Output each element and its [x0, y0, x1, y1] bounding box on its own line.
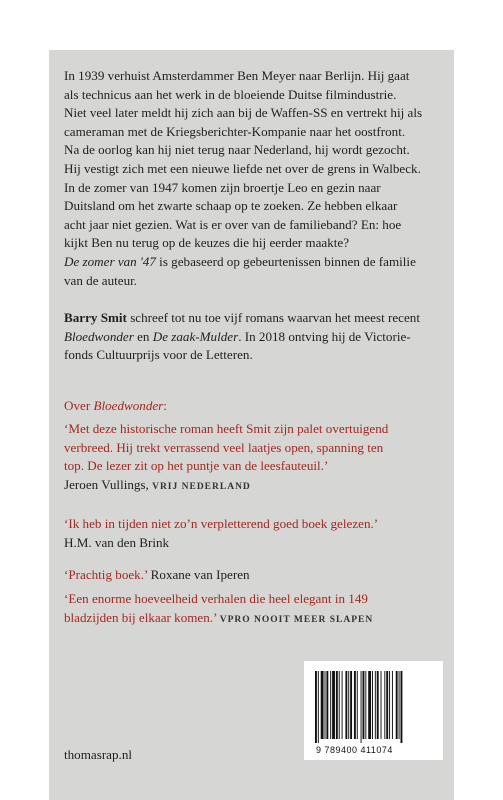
bio-text: schreef tot nu toe vijf romans waarvan het meest recent [126, 310, 420, 325]
publisher-website[interactable]: thomasrap.nl [64, 747, 133, 762]
synopsis-title-line [64, 253, 444, 272]
synopsis-line: van de auteur. [64, 272, 138, 288]
reviewer-name: Roxane van Iperen [147, 567, 250, 582]
quote-line: verbreed. Hij trekt verrassend veel laatjes open, spanning ten [64, 439, 384, 455]
bio-text: en [133, 328, 153, 344]
synopsis-line: Na de oorlog kan hij niet terug naar Nederland, hij wordt gezocht. [64, 142, 410, 158]
review-quote [64, 515, 444, 552]
synopsis-line: cameraman met de Kriegsberichter-Kompanie naar het oostfront. [64, 123, 406, 139]
quote-line: ‘Ik heb in tijden niet zo’n verpletterend goed boek gelezen.’ [64, 516, 379, 531]
bio-line [64, 309, 444, 328]
synopsis-line: acht jaar niet gezien. Wat is er over van de familieband? En: hoe [64, 216, 402, 232]
synopsis-line: kijkt Ben nu terug op de keuzes die hij eerder maakte? [64, 235, 350, 251]
quote-line [64, 609, 444, 630]
bio-text: . In 2018 ontving hij de Victorie- [238, 328, 411, 344]
author-bio [64, 309, 444, 365]
quote-text: bladzijden bij elkaar komen.’ [64, 609, 220, 625]
synopsis-line: Niet veel later meldt hij zich aan bij de Waffen-SS en vertrekt hij als [64, 105, 423, 121]
quote-line: ‘Een enorme hoeveelheid verhalen die heel elegant in 149 [64, 591, 368, 606]
book-title: Bloedwonder [93, 398, 164, 413]
quote-attribution [64, 476, 444, 497]
quote-line: ‘Met deze historische roman heeft Smit zijn palet overtuigend [64, 421, 389, 436]
reviewer-name: Jeroen Vullings, [64, 476, 153, 492]
quote-line: top. De lezer zit op het puntje van de leesfauteuil.’ [64, 458, 329, 474]
reviews-heading [64, 398, 167, 414]
author-name: Barry Smit [64, 310, 127, 325]
synopsis-text: is gebaseerd op gebeurtenissen binnen de familie [155, 253, 416, 269]
book-title: De zomer van '47 [64, 253, 156, 269]
quote-text: ‘Prachtig boek.’ [64, 567, 148, 582]
isbn-digits: 9 789400 411074 [316, 745, 393, 755]
review-quote [64, 566, 444, 585]
synopsis [64, 67, 444, 290]
review-quote [64, 420, 444, 496]
review-quote [64, 590, 444, 629]
synopsis-line: als technicus aan het werk in de bloeiende Duitse filmindustrie. [64, 86, 397, 102]
barcode-bars [315, 671, 433, 743]
bio-line: fonds Cultuurprijs voor de Letteren. [64, 347, 253, 363]
review-outlet: VRIJ NEDERLAND [152, 481, 251, 492]
review-outlet: VPRO NOOIT MEER SLAPEN [219, 614, 374, 625]
synopsis-line: Duitsland om het zwarte schaap op te zoeken. Ze hebben elkaar [64, 198, 398, 214]
isbn-barcode [304, 661, 443, 760]
heading-suffix: : [163, 398, 167, 413]
book-title: De zaak-Mulder [152, 328, 239, 344]
synopsis-line: In 1939 verhuist Amsterdammer Ben Meyer naar Berlijn. Hij gaat [64, 68, 410, 83]
synopsis-line: In de zomer van 1947 komen zijn broertje Leo en gezin naar [64, 179, 381, 195]
heading-prefix: Over [64, 398, 94, 413]
book-title: Bloedwonder [64, 328, 134, 344]
quote-line [64, 566, 444, 585]
bio-line [64, 328, 444, 347]
reviewer-name: H.M. van den Brink [64, 534, 170, 550]
synopsis-line: Hij vestigt zich met een nieuwe liefde net over de grens in Walbeck. [64, 160, 421, 176]
